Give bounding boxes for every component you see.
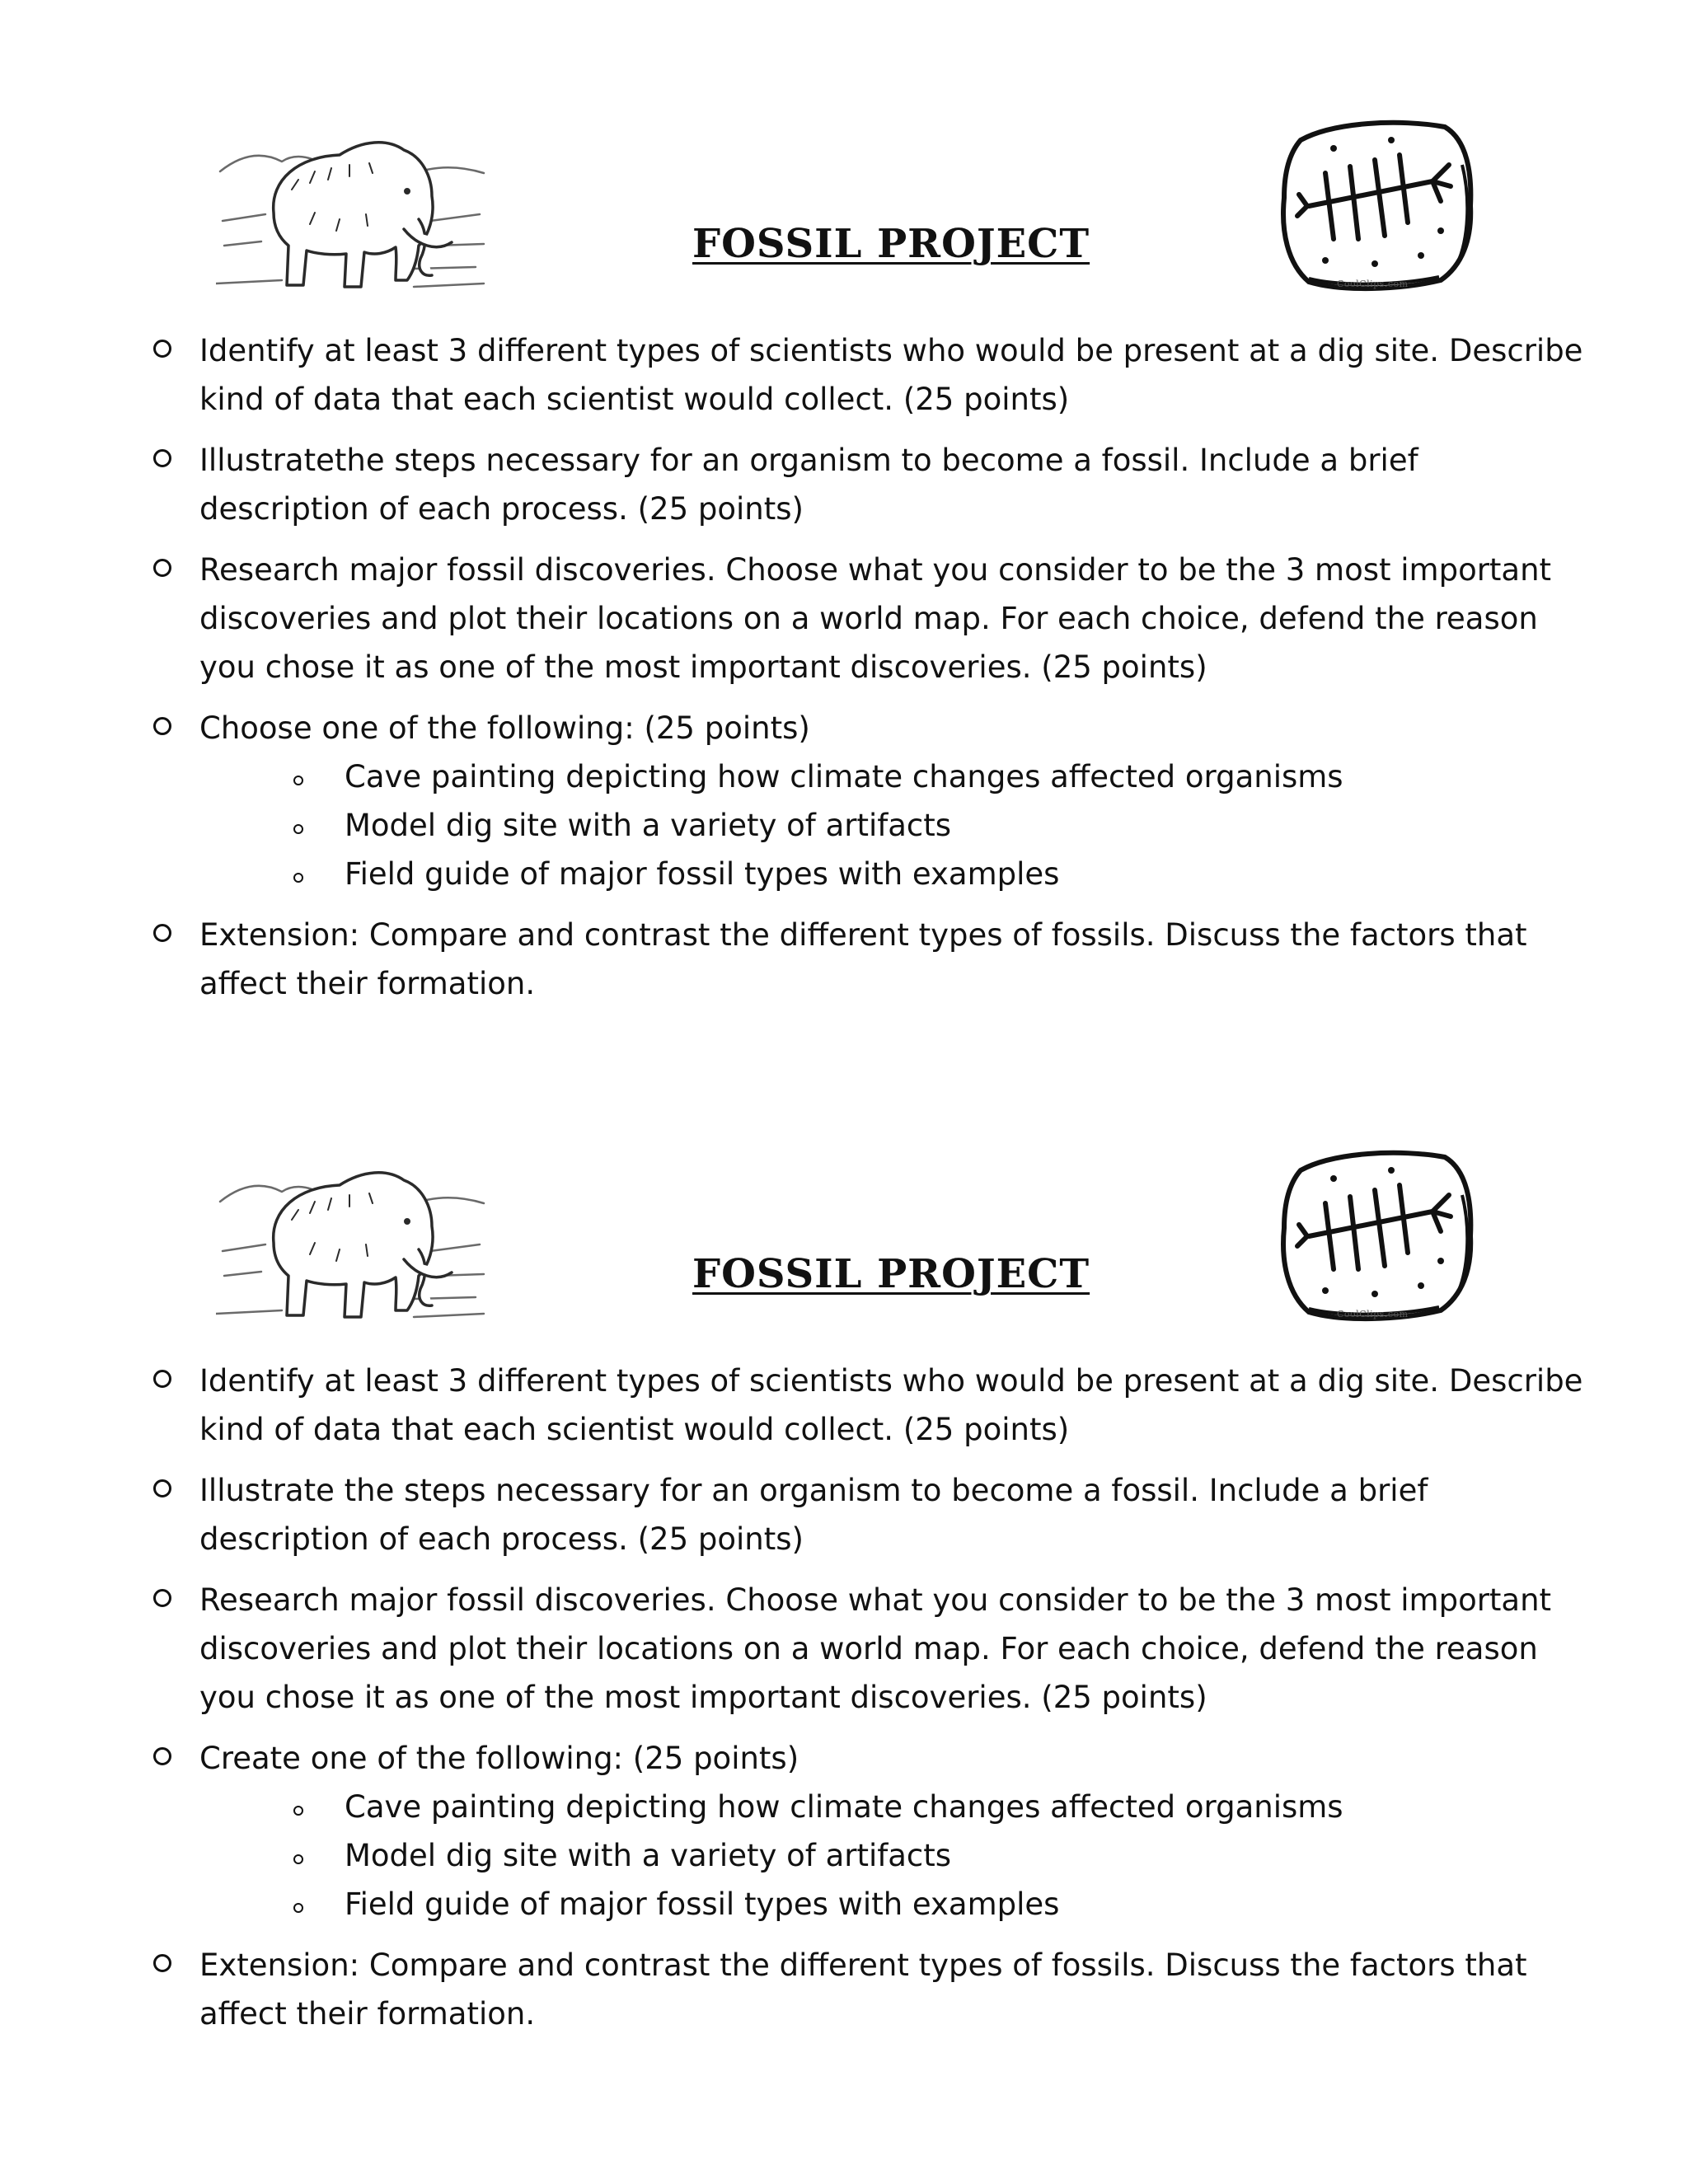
list-item xyxy=(153,1357,1587,1454)
small-circle-bullet-icon xyxy=(293,873,303,883)
list-item-text: Extension: Compare and contrast the different types of fossils. Discuss the factors that affect their formation. xyxy=(199,1947,1527,2032)
small-circle-bullet-icon xyxy=(293,1806,303,1816)
small-circle-bullet-icon xyxy=(293,1854,303,1864)
option-item xyxy=(199,1783,1587,1831)
circle-bullet-icon xyxy=(153,1479,171,1497)
image-credit: CoolClips.com xyxy=(1337,1309,1409,1319)
option-item xyxy=(199,801,1587,850)
list-item xyxy=(153,436,1587,533)
option-item xyxy=(199,1831,1587,1880)
option-text: Field guide of major fossil types with examples xyxy=(345,856,1060,892)
list-item xyxy=(153,1941,1587,2038)
list-item-text: Identify at least 3 different types of scientists who would be present at a dig site. Describe kind of data that each scientist would collect. (25 points) xyxy=(199,1363,1583,1447)
mammoth-illustration xyxy=(216,122,488,302)
option-text: Cave painting depicting how climate changes affected organisms xyxy=(345,759,1343,794)
option-item xyxy=(199,752,1587,801)
option-text: Field guide of major fossil types with examples xyxy=(345,1886,1060,1922)
list-item xyxy=(153,326,1587,424)
circle-bullet-icon xyxy=(153,449,171,467)
small-circle-bullet-icon xyxy=(293,776,303,785)
project-section-1 xyxy=(0,0,1688,1030)
option-text: Cave painting depicting how climate changes affected organisms xyxy=(345,1789,1343,1825)
circle-bullet-icon xyxy=(153,1747,171,1765)
page-title: FOSSIL PROJECT xyxy=(692,1251,1090,1297)
list-item xyxy=(153,1734,1587,1929)
option-item xyxy=(199,850,1587,898)
circle-bullet-icon xyxy=(153,559,171,577)
small-circle-bullet-icon xyxy=(293,824,303,834)
option-text: Model dig site with a variety of artifacts xyxy=(345,1838,952,1873)
page-title: FOSSIL PROJECT xyxy=(692,221,1090,267)
fossil-rock-illustration xyxy=(1276,115,1477,297)
list-item-text: Illustratethe steps necessary for an organism to become a fossil. Include a brief description of each process. (25 points) xyxy=(199,443,1418,527)
circle-bullet-icon xyxy=(153,340,171,358)
circle-bullet-icon xyxy=(153,1954,171,1972)
option-list xyxy=(199,752,1587,898)
list-item-text: Extension: Compare and contrast the different types of fossils. Discuss the factors that affect their formation. xyxy=(199,917,1527,1001)
circle-bullet-icon xyxy=(153,717,171,735)
list-item xyxy=(153,1576,1587,1722)
image-credit: CoolClips.com xyxy=(1337,279,1409,289)
option-list xyxy=(199,1783,1587,1929)
option-item xyxy=(199,1880,1587,1929)
list-item-text: Choose one of the following: (25 points) xyxy=(199,710,810,746)
option-text: Model dig site with a variety of artifacts xyxy=(345,808,952,843)
list-item-text: Identify at least 3 different types of scientists who would be present at a dig site. Describe kind of data that each scientist would collect. (25 points) xyxy=(199,333,1583,417)
list-item-text: Research major fossil discoveries. Choose what you consider to be the 3 most important discoveries and plot their locations on a world map. For each choice, defend the reason you chose it as one of the most important discoveries. (25 points) xyxy=(199,1582,1552,1715)
list-item xyxy=(153,546,1587,691)
list-item xyxy=(153,704,1587,898)
list-item xyxy=(153,1466,1587,1563)
task-list xyxy=(153,1357,1587,2050)
project-section-2 xyxy=(0,1030,1688,2060)
circle-bullet-icon xyxy=(153,1370,171,1388)
list-item-text: Create one of the following: (25 points) xyxy=(199,1741,799,1776)
list-item xyxy=(153,911,1587,1008)
circle-bullet-icon xyxy=(153,1589,171,1607)
list-item-text: Research major fossil discoveries. Choose what you consider to be the 3 most important discoveries and plot their locations on a world map. For each choice, defend the reason you chose it as one of the most important discoveries. (25 points) xyxy=(199,552,1552,685)
small-circle-bullet-icon xyxy=(293,1903,303,1913)
fossil-rock-illustration xyxy=(1276,1146,1477,1327)
circle-bullet-icon xyxy=(153,924,171,942)
list-item-text: Illustrate the steps necessary for an organism to become a fossil. Include a brief description of each process. (25 points) xyxy=(199,1473,1428,1557)
task-list xyxy=(153,326,1587,1020)
mammoth-illustration xyxy=(216,1152,488,1332)
